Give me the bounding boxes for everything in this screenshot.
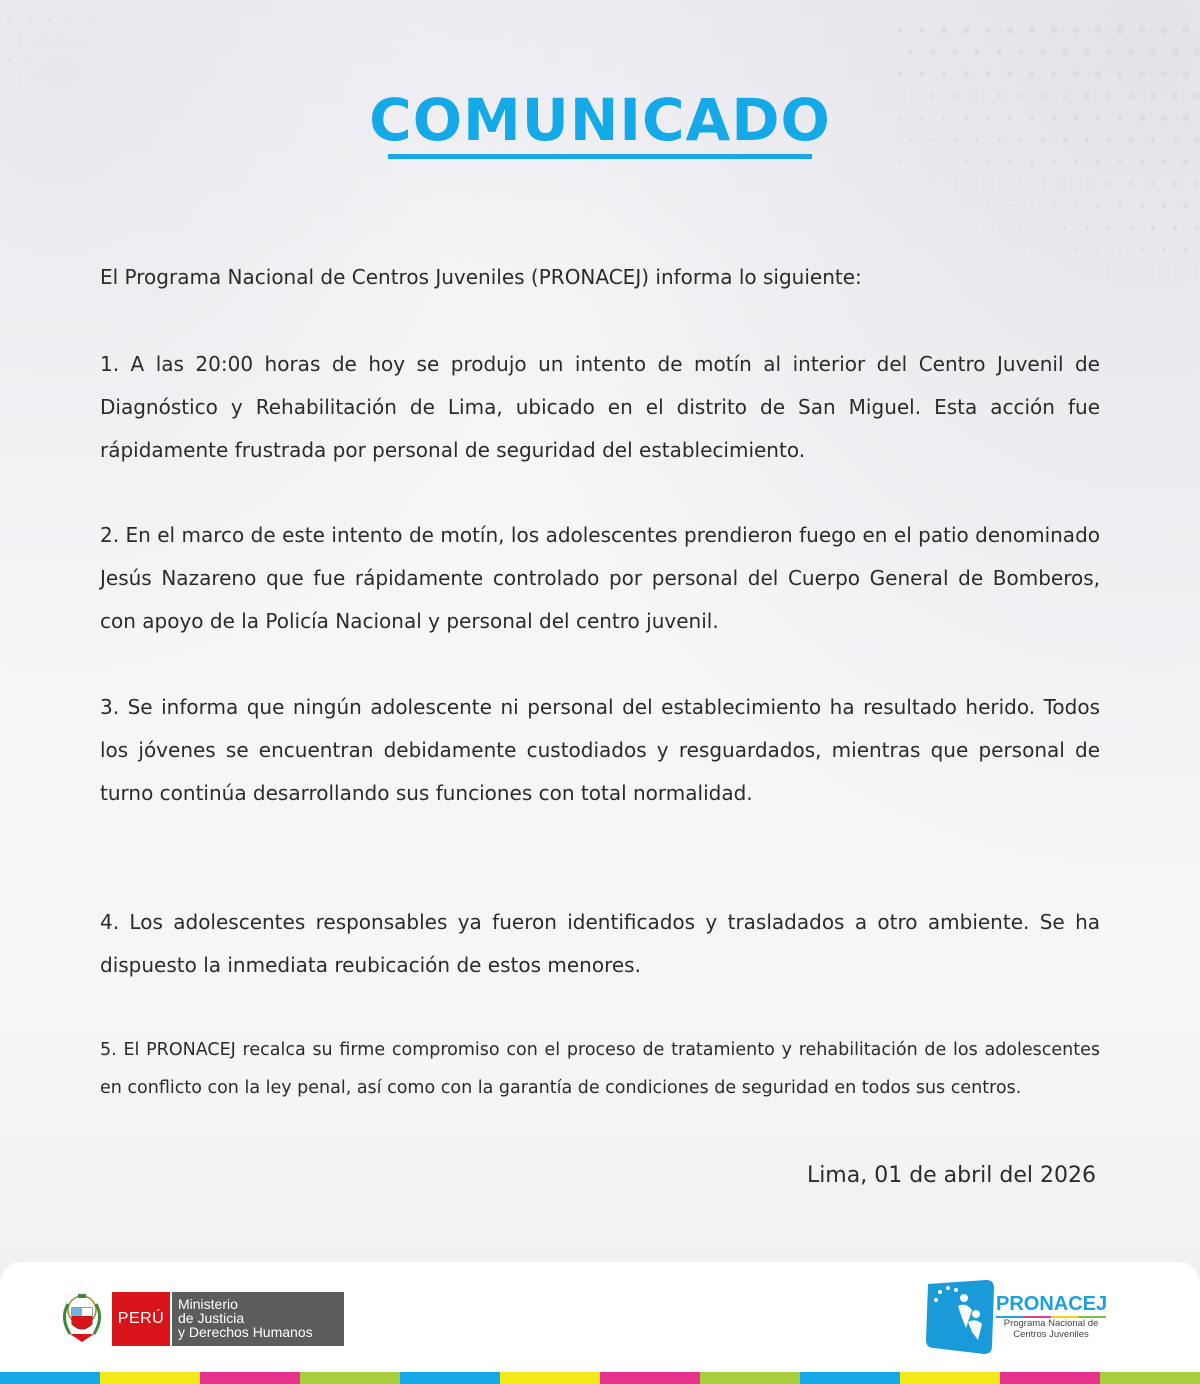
- background-dot-pattern: [0, 0, 1200, 360]
- footer-stripe: [800, 1372, 900, 1384]
- date-line: Lima, 01 de abril del 2026: [806, 1163, 1096, 1188]
- ministry-logo: [56, 1290, 344, 1348]
- footer-stripe: [200, 1372, 300, 1384]
- footer-stripe: [1000, 1372, 1100, 1384]
- footer-stripe: [1100, 1372, 1200, 1384]
- pronacej-name: PRONACEJ: [996, 1293, 1108, 1315]
- paragraph-1: 1. A las 20:00 horas de hoy se produjo un intento de motín al interior del Centro Juvenil de Diagnóstico y Rehabilitación de Lima, ubicado en el distrito de San Miguel. Esta acción fue rápidamente frustrada por personal de seguridad del establecimiento.: [100, 352, 1100, 462]
- footer-color-stripes: [0, 1372, 1200, 1384]
- footer-stripe: [500, 1372, 600, 1384]
- paragraph-5: 5. El PRONACEJ recalca su firme compromiso con el proceso de tratamiento y rehabilitación de los adolescentes en conflicto con la ley penal, así como con la garantía de condiciones de seguridad en todos sus centros.: [100, 1040, 1100, 1098]
- footer-stripe: [0, 1372, 100, 1384]
- footer-stripe: [700, 1372, 800, 1384]
- ministry-line-1: Ministerio: [178, 1296, 238, 1312]
- ministry-line-3: y Derechos Humanos: [178, 1324, 313, 1340]
- paragraph-3: 3. Se informa que ningún adolescente ni personal del establecimiento ha resultado herido. Todos los jóvenes se encuentran debidamente custodiados y resguardados, mientras que personal de turno continúa desarrollando sus funciones con total normalidad.: [100, 695, 1100, 805]
- page-title: COMUNICADO: [369, 86, 831, 154]
- title-underline: [388, 154, 812, 159]
- ministry-line-2: de Justicia: [178, 1310, 245, 1326]
- footer-stripe: [900, 1372, 1000, 1384]
- ministry-name: [170, 1292, 344, 1346]
- peru-coat-of-arms-icon: [56, 1290, 108, 1348]
- footer-stripe: [100, 1372, 200, 1384]
- paragraph-2: 2. En el marco de este intento de motín, los adolescentes prendieron fuego en el patio denominado Jesús Nazareno que fue rápidamente controlado por personal del Cuerpo General de Bomberos, con apoyo de la Policía Nacional y personal del centro juvenil.: [100, 523, 1100, 633]
- pronacej-subtitle-line-1: Programa Nacional de: [1003, 1318, 1099, 1329]
- footer-stripe: [600, 1372, 700, 1384]
- paragraph-4: 4. Los adolescentes responsables ya fueron identificados y trasladados a otro ambiente. Se ha dispuesto la inmediata reubicación de estos menores.: [100, 910, 1100, 977]
- pronacej-subtitle: [996, 1318, 1106, 1340]
- pronacej-subtitle-line-2: Centros Juveniles: [1013, 1329, 1089, 1340]
- peru-badge: PERÚ: [112, 1292, 170, 1346]
- intro-paragraph: El Programa Nacional de Centros Juveniles (PRONACEJ) informa lo siguiente:: [100, 265, 862, 289]
- footer-stripe: [300, 1372, 400, 1384]
- footer-stripe: [400, 1372, 500, 1384]
